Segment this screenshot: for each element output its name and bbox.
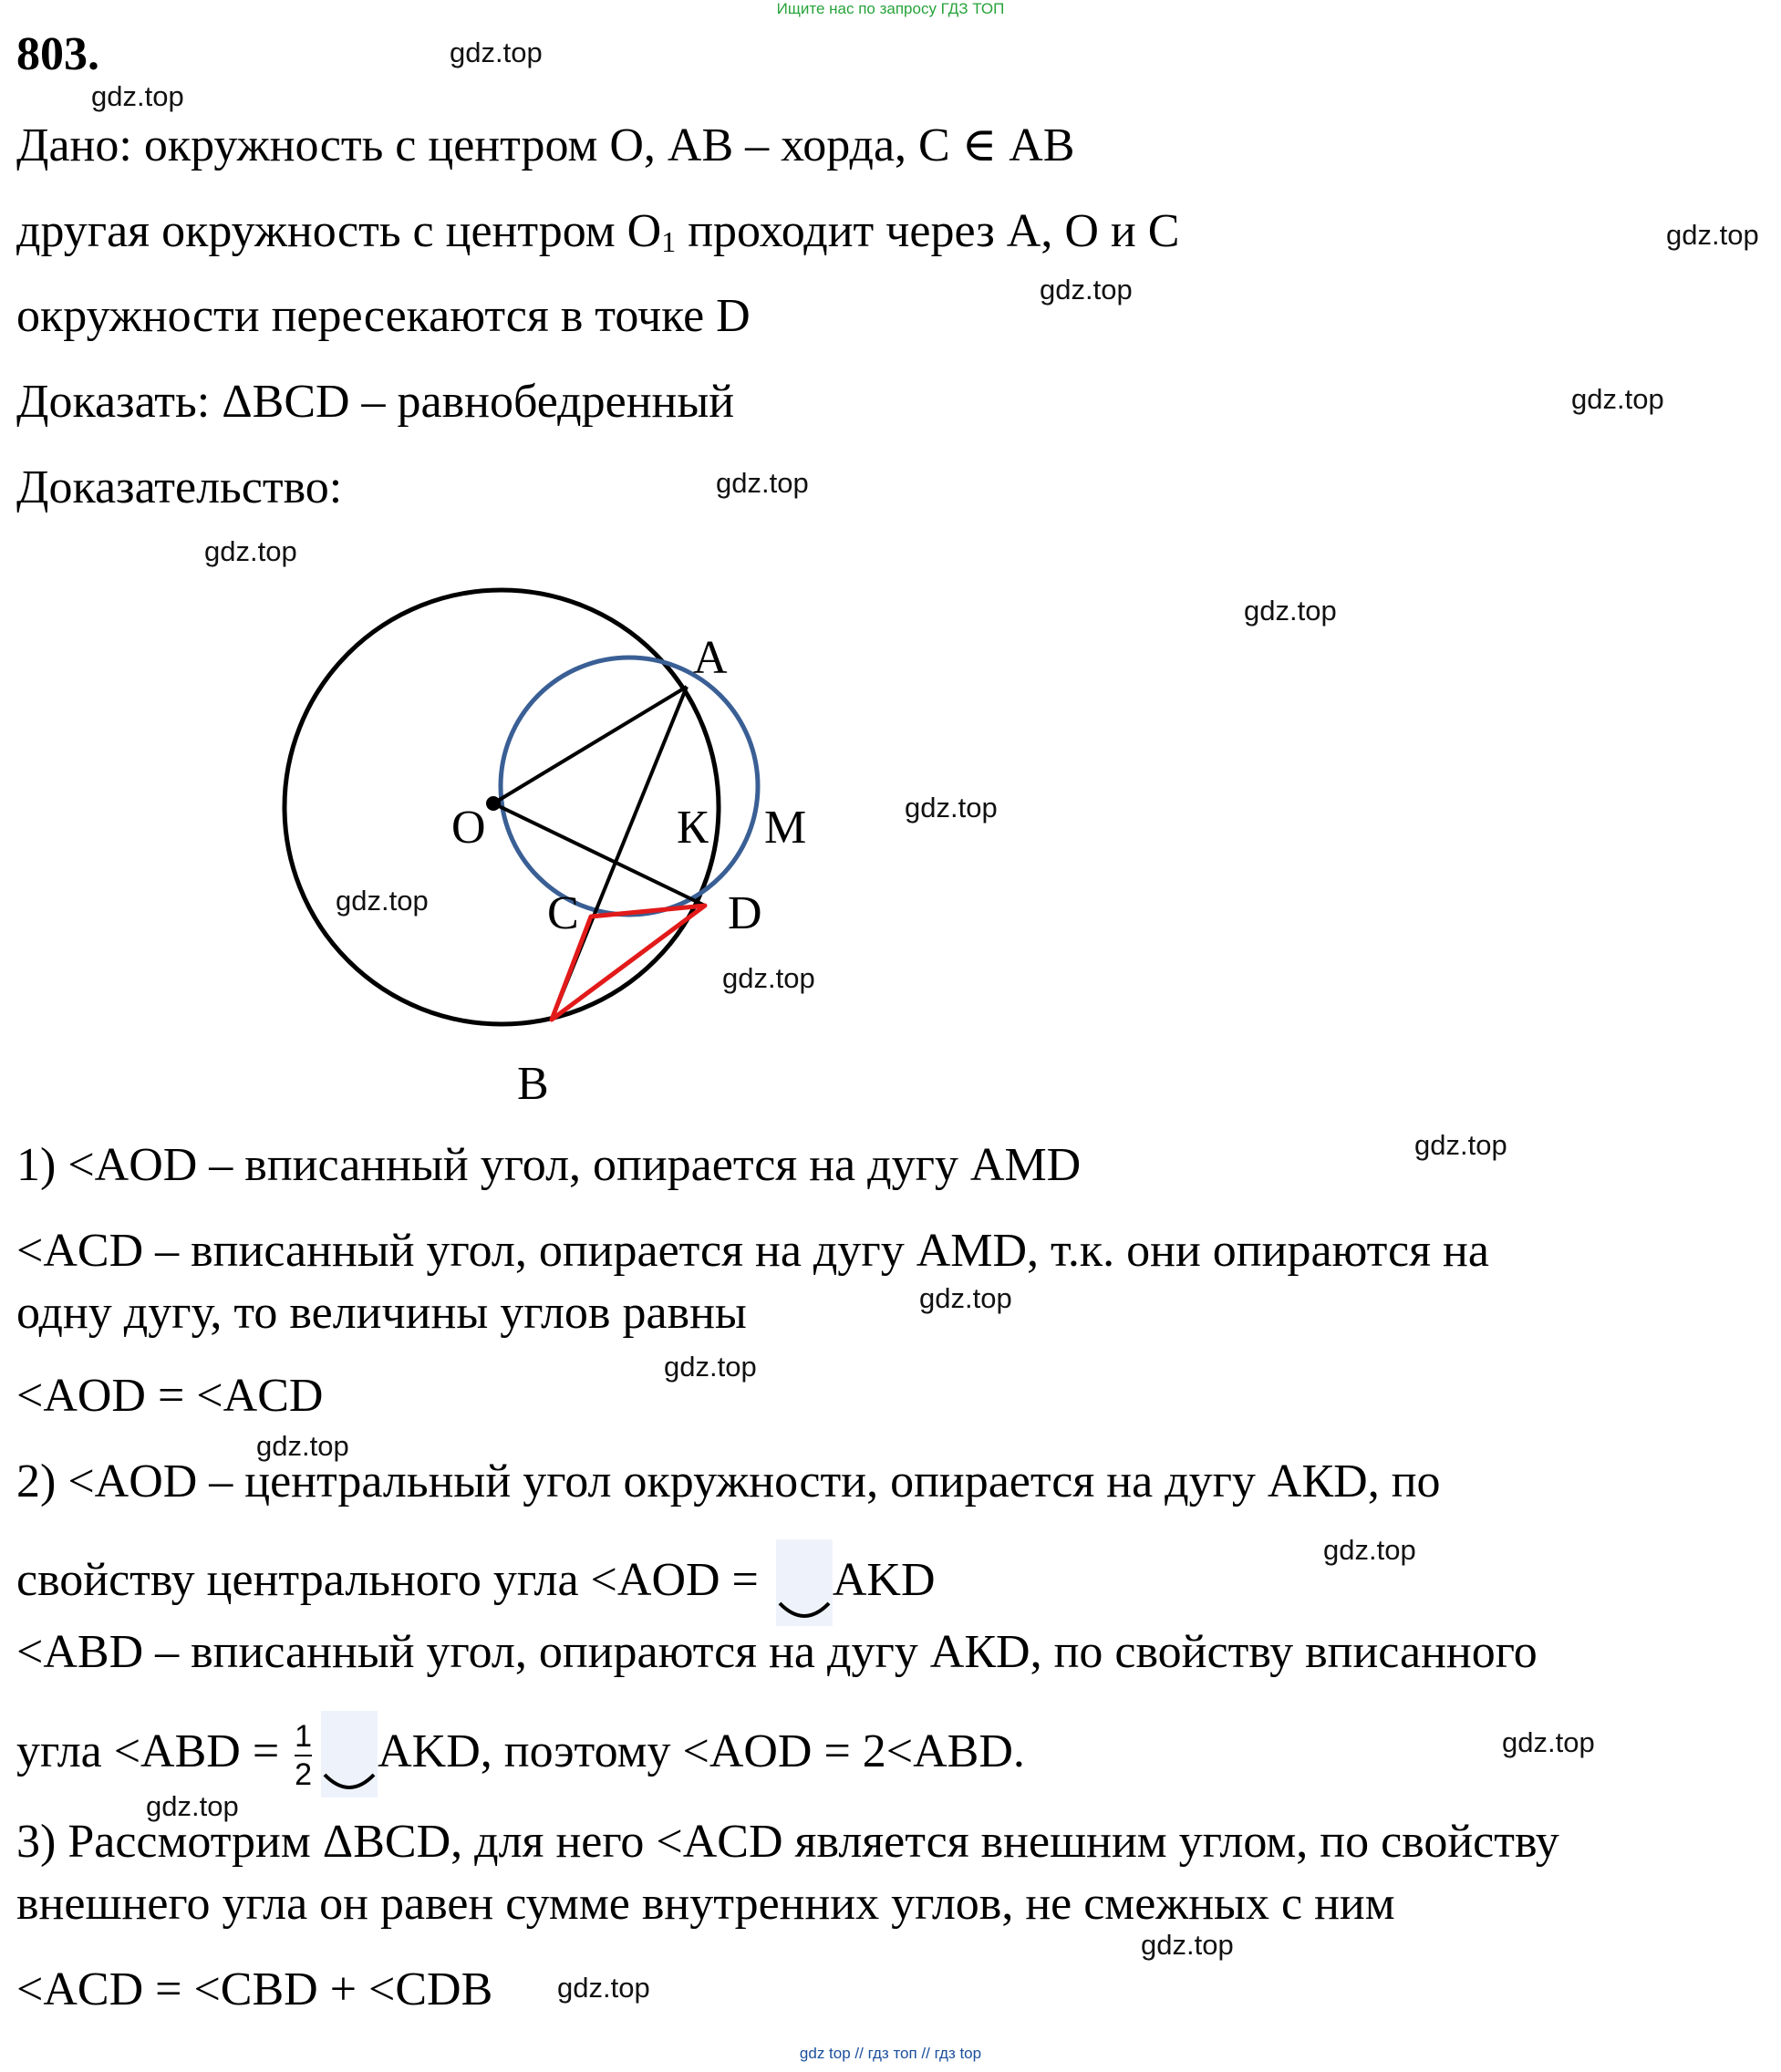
step2-line4-text: угла <ABD = [16,1725,292,1777]
watermark: gdz.top [557,1972,650,2004]
arc-symbol [776,1539,833,1626]
given-line-2-end: проходит через А, О и С [676,205,1180,257]
watermark: gdz.top [905,792,998,824]
proof-step2-line4 [16,1711,1025,1797]
label-M: M [764,802,807,854]
problem-number: 803. [16,28,99,80]
point-O [486,796,501,811]
bottom-note: gdz top // гдз топ // гдз top [799,2045,982,2062]
watermark: gdz.top [664,1351,757,1383]
top-note: Ищите нас по запросу ГДЗ ТОП [776,0,1005,17]
arc-symbol-2 [321,1711,378,1797]
given-line-1: Дано: окружность с центром О, АВ – хорда, С ∈ АВ [16,119,1075,171]
proof-step1-line1: 1) <AOD – вписанный угол, опирается на дугу AMD [16,1139,1082,1191]
label-C: C [547,887,579,939]
segment-OA [493,687,687,803]
watermark: gdz.top [204,535,297,567]
fraction-denominator: 2 [295,1755,312,1793]
watermark: gdz.top [716,467,809,499]
segment-OD [493,803,705,906]
label-A: A [693,632,728,684]
step2-line2-arc-name: AKD [832,1554,936,1606]
watermark: gdz.top [336,885,429,917]
step2-line4-rest: AKD, поэтому <AOD = 2<ABD. [378,1725,1025,1777]
prove-line: Доказать: ΔBCD – равнобедренный [16,376,735,428]
proof-step3-line3: <ACD = <CBD + <CDB [16,1963,493,2015]
proof-step3-line1: 3) Рассмотрим ΔBCD, для него <ACD является внешним углом, по свойству [16,1816,1559,1868]
given-subscript: 1 [661,225,677,258]
proof-step1-line3: одну дугу, то величины углов равны [16,1287,747,1339]
watermark: gdz.top [256,1430,349,1462]
proof-label: Доказательство: [16,461,343,513]
watermark: gdz.top [1666,219,1759,251]
given-line-3: окружности пересекаются в точке D [16,290,751,342]
watermark: gdz.top [1244,595,1337,627]
proof-step2-line2 [16,1539,936,1626]
proof-step1-line4: <AOD = <ACD [16,1370,324,1422]
watermark: gdz.top [1141,1929,1234,1961]
watermark: gdz.top [1414,1129,1507,1161]
watermark: gdz.top [722,962,815,994]
label-D: D [728,887,762,939]
watermark: gdz.top [91,80,184,112]
proof-step2-line3: <ABD – вписанный угол, опираются на дугу АКD, по свойству вписанного [16,1626,1538,1678]
watermark: gdz.top [146,1790,239,1822]
watermark: gdz.top [919,1282,1012,1314]
watermark: gdz.top [450,36,543,68]
given-line-2-start: другая окружность с центром О [16,205,662,257]
watermark: gdz.top [1571,383,1664,415]
label-O: O [451,802,486,854]
step2-line2-text: свойству центрального угла <AOD = [16,1554,771,1606]
fraction-half [295,1718,312,1793]
proof-step1-line2: <ACD – вписанный угол, опирается на дугу AMD, т.к. они опираются на [16,1225,1489,1277]
watermark: gdz.top [1040,274,1133,306]
proof-step2-line1: 2) <AOD – центральный угол окружности, опирается на дугу АКD, по [16,1456,1441,1507]
watermark: gdz.top [1323,1534,1416,1566]
label-B: B [517,1058,549,1110]
label-K: К [677,802,709,854]
watermark: gdz.top [1502,1726,1595,1758]
fraction-numerator: 1 [295,1719,313,1755]
proof-step3-line2: внешнего угла он равен сумме внутренних углов, не смежных с ним [16,1878,1395,1930]
